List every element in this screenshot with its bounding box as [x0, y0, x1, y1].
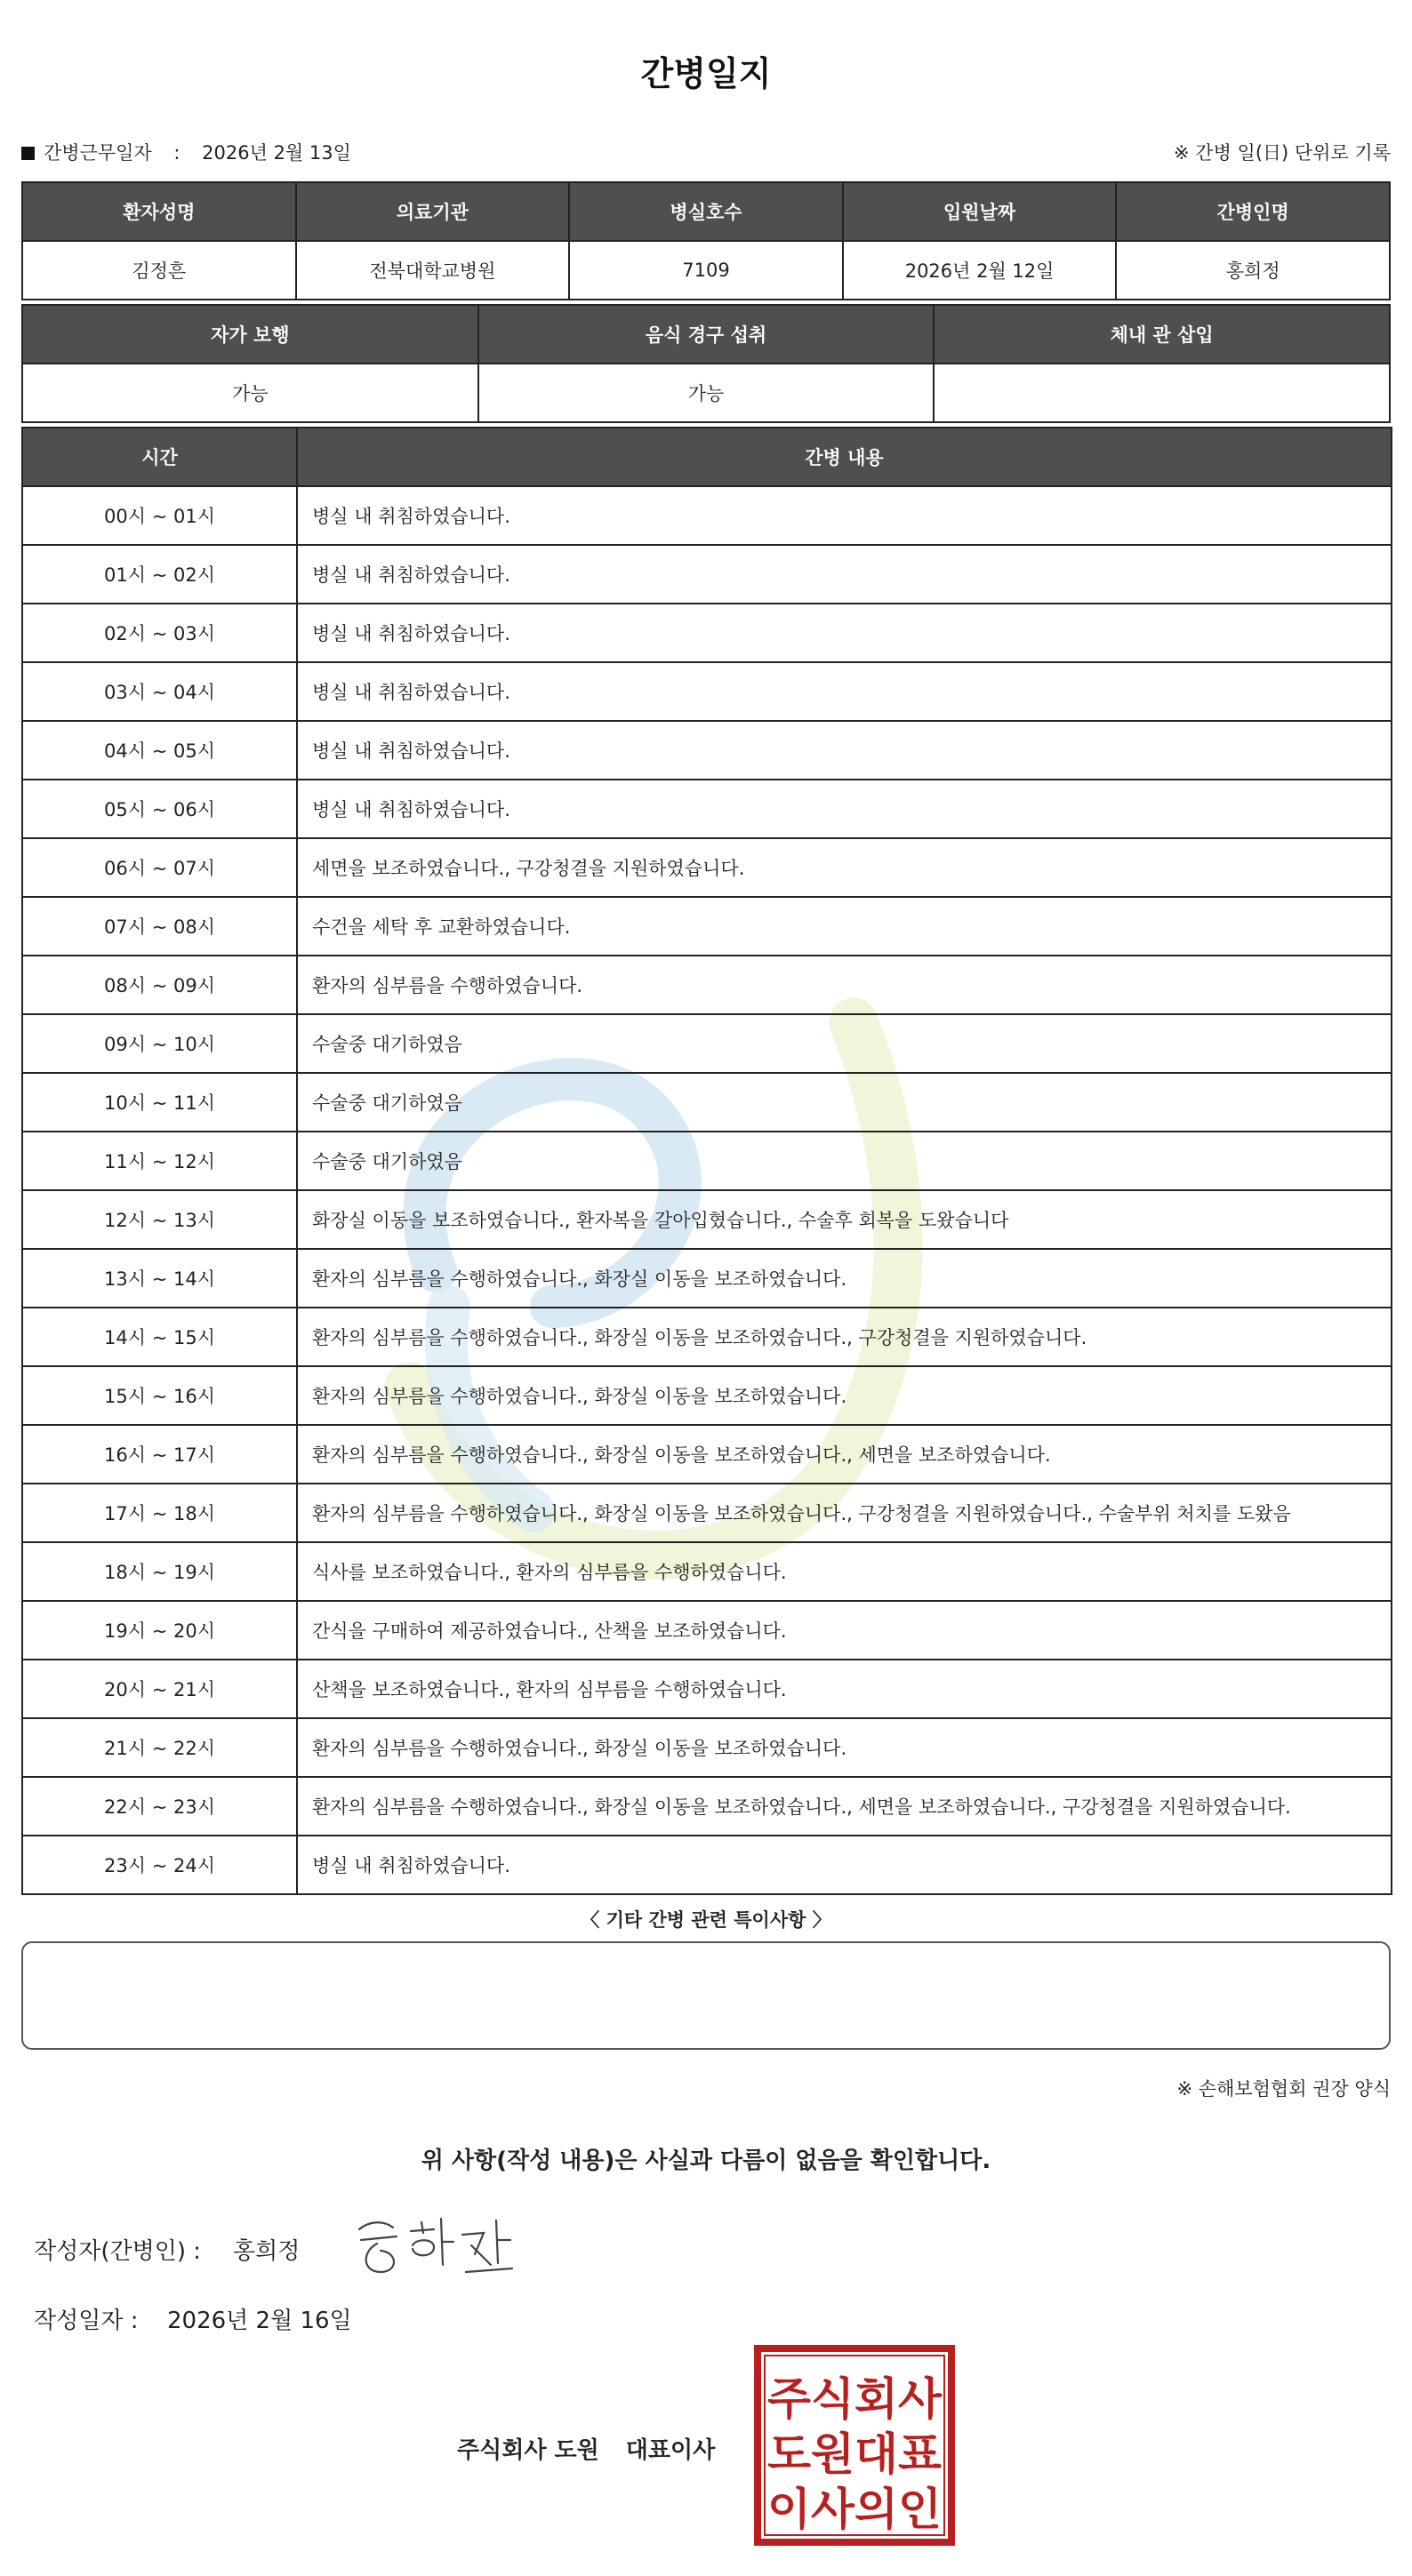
table-row [22, 486, 1392, 545]
table-row [22, 662, 1392, 721]
care-content-cell: 산책을 보조하였습니다., 환자의 심부름을 수행하였습니다. [297, 1660, 1392, 1718]
care-content-cell: 병실 내 취침하였습니다. [297, 545, 1392, 604]
time-cell: 17시 ~ 18시 [22, 1484, 297, 1542]
table-row [22, 1249, 1392, 1308]
care-content-cell: 환자의 심부름을 수행하였습니다., 화장실 이동을 보조하였습니다., 세면을 보조하였습니다., 구강청결을 지원하였습니다. [297, 1777, 1392, 1836]
table-row [22, 838, 1392, 897]
care-content-cell: 환자의 심부름을 수행하였습니다., 화장실 이동을 보조하였습니다. [297, 1249, 1392, 1308]
writer-name: 홍희정 [233, 2238, 301, 2265]
care-content-cell: 환자의 심부름을 수행하였습니다., 화장실 이동을 보조하였습니다., 구강청결을 지원하였습니다. [297, 1308, 1392, 1366]
time-cell: 23시 ~ 24시 [22, 1836, 297, 1894]
svg-text:도원대표: 도원대표 [767, 2428, 943, 2480]
time-cell: 19시 ~ 20시 [22, 1601, 297, 1660]
table-row [22, 1777, 1392, 1836]
header-patient-name: 환자성명 [22, 182, 296, 241]
time-cell: 13시 ~ 14시 [22, 1249, 297, 1308]
square-bullet-icon [21, 147, 35, 160]
header-hospital: 의료기관 [296, 182, 570, 241]
care-content-cell: 환자의 심부름을 수행하였습니다., 화장실 이동을 보조하였습니다., 세면을 보조하였습니다. [297, 1425, 1392, 1484]
patient-status-value-row [22, 364, 1390, 422]
caregiver-name-value: 홍희정 [1116, 241, 1390, 300]
care-content-cell: 병실 내 취침하였습니다. [297, 721, 1392, 780]
oral-intake-value: 가능 [478, 364, 935, 422]
table-row [22, 1366, 1392, 1425]
time-cell: 00시 ~ 01시 [22, 486, 297, 545]
care-content-cell: 환자의 심부름을 수행하였습니다., 화장실 이동을 보조하였습니다. [297, 1718, 1392, 1777]
table-row [22, 1014, 1392, 1073]
table-row [22, 956, 1392, 1014]
header-self-walking: 자가 보행 [22, 305, 478, 364]
page-title: 간병일지 [640, 54, 772, 93]
care-content-cell: 병실 내 취침하였습니다. [297, 604, 1392, 662]
time-cell: 21시 ~ 22시 [22, 1718, 297, 1777]
care-content-cell: 수술중 대기하였음 [297, 1073, 1392, 1132]
time-cell: 07시 ~ 08시 [22, 897, 297, 956]
work-date-line [21, 139, 1391, 169]
table-row [22, 1308, 1392, 1366]
table-row [22, 1718, 1392, 1777]
time-cell: 16시 ~ 17시 [22, 1425, 297, 1484]
table-row [22, 721, 1392, 780]
writer-label: 작성자(간병인) : [34, 2238, 202, 2265]
patient-name-value: 김정흔 [22, 241, 296, 300]
tube-insertion-value [934, 364, 1390, 422]
table-row [22, 1660, 1392, 1718]
special-notes-title: 〈 기타 간병 관련 특이사항 〉 [581, 1909, 831, 1931]
confirmation-statement: 위 사항(작성 내용)은 사실과 다름이 없음을 확인합니다. [421, 2148, 991, 2174]
time-cell: 14시 ~ 15시 [22, 1308, 297, 1366]
svg-text:이사의인: 이사의인 [767, 2484, 942, 2535]
header-room-number: 병실호수 [569, 182, 843, 241]
time-cell: 01시 ~ 02시 [22, 545, 297, 604]
company-seal-stamp [754, 2345, 955, 2546]
self-walking-value: 가능 [22, 364, 478, 422]
header-admission-date: 입원날짜 [843, 182, 1117, 241]
association-note: ※ 손해보험협회 권장 양식 [1176, 2078, 1391, 2100]
table-row [22, 1601, 1392, 1660]
care-content-cell: 간식을 구매하여 제공하였습니다., 산책을 보조하였습니다. [297, 1601, 1392, 1660]
header-caregiver-name: 간병인명 [1116, 182, 1390, 241]
care-content-cell: 병실 내 취침하였습니다. [297, 486, 1392, 545]
company-name: 주식회사 도원 [457, 2437, 599, 2464]
care-content-cell: 병실 내 취침하였습니다. [297, 780, 1392, 838]
time-cell: 02시 ~ 03시 [22, 604, 297, 662]
admission-date-value: 2026년 2월 12일 [843, 241, 1117, 300]
care-content-cell: 수건을 세탁 후 교환하였습니다. [297, 897, 1392, 956]
time-cell: 05시 ~ 06시 [22, 780, 297, 838]
record-note: ※ 간병 일(日) 단위로 기록 [1174, 142, 1391, 164]
care-log-header-row [22, 428, 1392, 486]
patient-status-table [21, 304, 1391, 423]
table-row [22, 1836, 1392, 1894]
time-cell: 15시 ~ 16시 [22, 1366, 297, 1425]
writer-line [34, 2233, 300, 2266]
care-content-cell: 수술중 대기하였음 [297, 1132, 1392, 1190]
care-content-cell: 화장실 이동을 보조하였습니다., 환자복을 갈아입혔습니다., 수술후 회복을 도왔습니다 [297, 1190, 1392, 1249]
table-row [22, 780, 1392, 838]
care-content-cell: 병실 내 취침하였습니다. [297, 1836, 1392, 1894]
time-cell: 04시 ~ 05시 [22, 721, 297, 780]
time-cell: 09시 ~ 10시 [22, 1014, 297, 1073]
time-cell: 22시 ~ 23시 [22, 1777, 297, 1836]
patient-info-header-row [22, 182, 1390, 241]
header-tube-insertion: 체내 관 삽입 [934, 305, 1390, 364]
table-row [22, 1425, 1392, 1484]
work-date-label: 간병근무일자 [44, 142, 152, 164]
header-care-content: 간병 내용 [297, 428, 1392, 486]
header-time: 시간 [22, 428, 297, 486]
care-content-cell: 수술중 대기하였음 [297, 1014, 1392, 1073]
patient-info-value-row [22, 241, 1390, 300]
time-cell: 06시 ~ 07시 [22, 838, 297, 897]
work-date-value: 2026년 2월 13일 [202, 142, 351, 164]
time-cell: 20시 ~ 21시 [22, 1660, 297, 1718]
time-cell: 08시 ~ 09시 [22, 956, 297, 1014]
time-cell: 18시 ~ 19시 [22, 1542, 297, 1601]
written-date-line [34, 2302, 352, 2335]
svg-text:주식회사: 주식회사 [767, 2373, 943, 2425]
special-notes-box [21, 1941, 1391, 2050]
care-content-cell: 환자의 심부름을 수행하였습니다., 화장실 이동을 보조하였습니다., 구강청결을 지원하였습니다., 수술부위 처치를 도왔음 [297, 1484, 1392, 1542]
table-row [22, 1132, 1392, 1190]
company-title: 대표이사 [625, 2437, 716, 2464]
hospital-value: 전북대학교병원 [296, 241, 570, 300]
time-cell: 11시 ~ 12시 [22, 1132, 297, 1190]
table-row [22, 1190, 1392, 1249]
table-row [22, 1542, 1392, 1601]
table-row [22, 1073, 1392, 1132]
written-date-label: 작성일자 : [34, 2308, 139, 2334]
care-log-table [21, 427, 1392, 1895]
company-line [457, 2432, 715, 2465]
patient-info-table [21, 181, 1391, 300]
table-row [22, 604, 1392, 662]
care-content-cell: 식사를 보조하였습니다., 환자의 심부름을 수행하였습니다. [297, 1542, 1392, 1601]
care-content-cell: 환자의 심부름을 수행하였습니다., 화장실 이동을 보조하였습니다. [297, 1366, 1392, 1425]
patient-status-header-row [22, 305, 1390, 364]
time-cell: 12시 ~ 13시 [22, 1190, 297, 1249]
care-content-cell: 병실 내 취침하였습니다. [297, 662, 1392, 721]
handwritten-signature [341, 2210, 519, 2290]
room-number-value: 7109 [569, 241, 843, 300]
header-oral-intake: 음식 경구 섭취 [478, 305, 935, 364]
work-date-separator: : [173, 142, 181, 164]
table-row [22, 545, 1392, 604]
table-row [22, 1484, 1392, 1542]
care-content-cell: 환자의 심부름을 수행하였습니다. [297, 956, 1392, 1014]
table-row [22, 897, 1392, 956]
work-date [21, 139, 351, 165]
care-content-cell: 세면을 보조하였습니다., 구강청결을 지원하였습니다. [297, 838, 1392, 897]
time-cell: 03시 ~ 04시 [22, 662, 297, 721]
time-cell: 10시 ~ 11시 [22, 1073, 297, 1132]
written-date-value: 2026년 2월 16일 [167, 2308, 352, 2334]
